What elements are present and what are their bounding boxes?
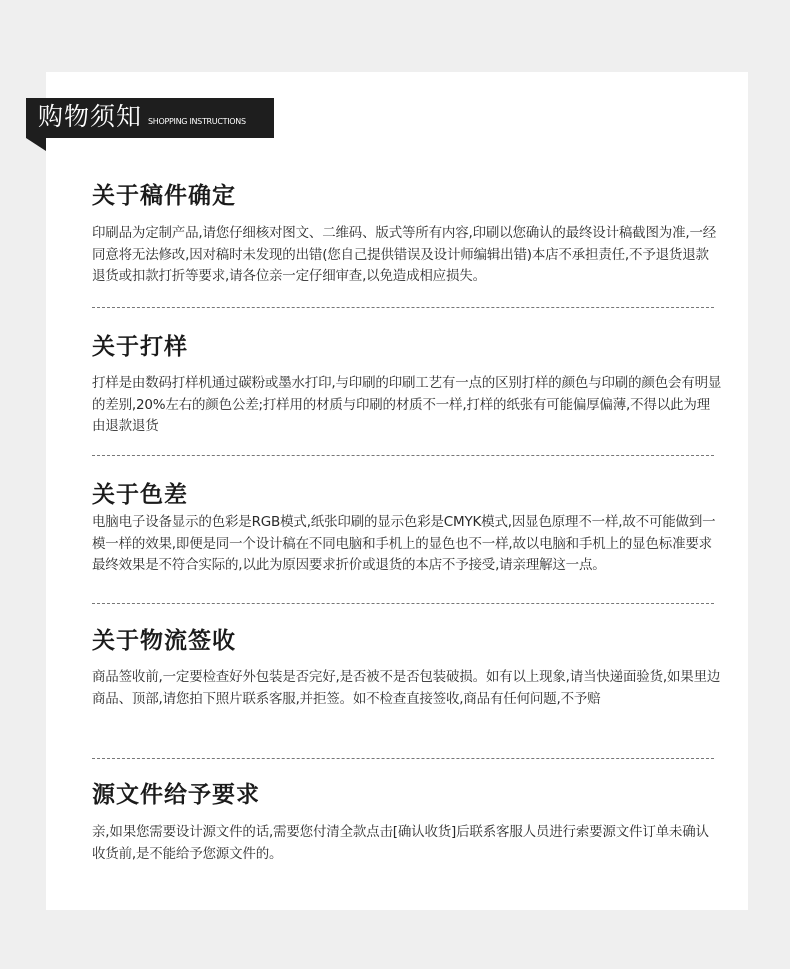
section-title: 关于稿件确定	[92, 183, 236, 209]
section-title: 关于物流签收	[92, 628, 236, 654]
section-title: 关于色差	[92, 482, 188, 508]
section-divider	[92, 758, 714, 759]
section-body: 商品签收前,一定要检查好外包装是否完好,是否被不是否包装破损。如有以上现象,请当快递面验货,如果里边商品、顶部,请您拍下照片联系客服,并拒签。如不检查直接签收,商品有任何问题,不予赔	[92, 669, 721, 707]
banner-fold-corner	[26, 138, 46, 151]
section-title: 源文件给予要求	[92, 782, 260, 808]
section-color-difference	[92, 480, 722, 577]
banner-subtitle: SHOPPING INSTRUCTIONS	[148, 117, 246, 126]
section-proofing	[92, 332, 722, 438]
shopping-notice-banner	[26, 98, 274, 138]
section-source-files	[92, 780, 722, 865]
section-divider	[92, 307, 714, 308]
section-draft-confirmation	[92, 181, 722, 288]
section-logistics-receipt	[92, 626, 722, 710]
section-body: 电脑电子设备显示的色彩是RGB模式,纸张印刷的显示色彩是CMYK模式,因显色原理不一样,故不可能做到一模一样的效果,即便是同一个设计稿在不同电脑和手机上的显色也不一样,故以电脑和手机上的显色标准要求最终效果是不符合实际的,以此为原因要求折价或退货的本店不予接受,请亲理解这一点。	[92, 514, 716, 573]
section-title: 关于打样	[92, 334, 188, 360]
section-divider	[92, 603, 714, 604]
section-body: 亲,如果您需要设计源文件的话,需要您付清全款点击[确认收货]后联系客服人员进行索要源文件订单未确认收货前,是不能给予您源文件的。	[92, 824, 709, 862]
section-divider	[92, 455, 714, 456]
section-body: 印刷品为定制产品,请您仔细核对图文、二维码、版式等所有内容,印刷以您确认的最终设计稿截图为准,一经同意将无法修改,因对稿时未发现的出错(您自己提供错误及设计师编辑出错)本店不承担责任,不予退货退款退货或扣款打折等要求,请各位亲一定仔细审查,以免造成相应损失。	[92, 225, 717, 284]
banner-title: 购物须知	[38, 102, 143, 131]
section-body: 打样是由数码打样机通过碳粉或墨水打印,与印刷的印刷工艺有一点的区别打样的颜色与印刷的颜色会有明显的差别,20%左右的颜色公差;打样用的材质与印刷的材质不一样,打样的纸张有可能偏厚偏薄,不得以此为理由退款退货	[92, 375, 722, 434]
